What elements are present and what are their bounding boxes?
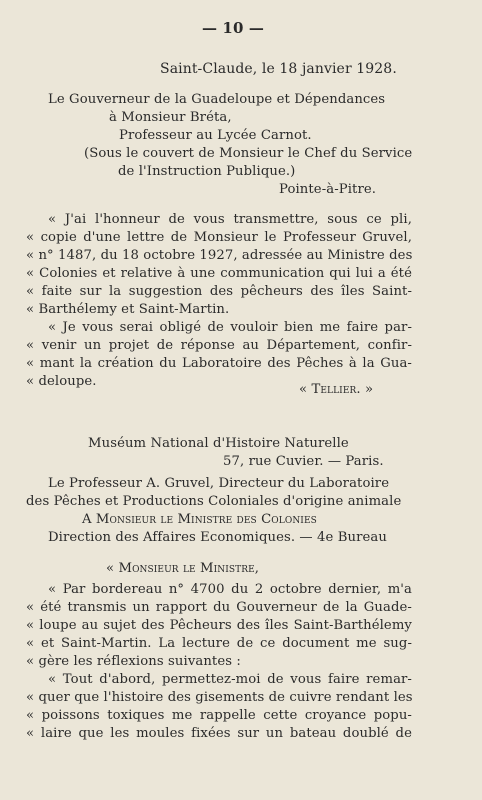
letter1-body-line: « mant la création du Laboratoire des Pêches à la Gua- — [26, 356, 412, 371]
letter2-header-line: Direction des Affaires Economiques. — 4e Bureau — [48, 530, 387, 545]
letter2-salutation: « Monsieur le Ministre, — [106, 561, 260, 576]
paper-mark — [36, 752, 66, 766]
letter1-header-line: Pointe-à-Pitre. — [279, 182, 377, 197]
letter1-header-line: à Monsieur Bréta, — [109, 110, 232, 125]
letter2-header-line: Muséum National d'Histoire Naturelle — [88, 436, 349, 451]
letter1-body-line: « Barthélemy et Saint-Martin. — [26, 302, 230, 317]
letter2-header-line: Le Professeur A. Gruvel, Directeur du Laboratoire — [48, 476, 390, 491]
letter1-header-line: (Sous le couvert de Monsieur le Chef du Service — [84, 146, 413, 161]
letter1-body-line: « faite sur la suggestion des pêcheurs des îles Saint- — [26, 284, 412, 299]
letter1-header-line: de l'Instruction Publique.) — [118, 164, 296, 179]
letter1-body-line: « copie d'une lettre de Monsieur le Professeur Gruvel, — [26, 230, 412, 245]
letter1-body-line: « Je vous serai obligé de vouloir bien me faire par- — [48, 320, 412, 335]
letter1-body-line: « deloupe. — [26, 374, 97, 389]
letter1-body-line: « venir un projet de réponse au Département, confir- — [26, 338, 412, 353]
letter2-header-line: des Pêches et Productions Coloniales d'origine animale — [26, 494, 402, 509]
letter2-body-line: « quer que l'histoire des gisements de cuivre rendant les — [26, 690, 413, 705]
letter1-body-line: « n° 1487, du 18 octobre 1927, adressée au Ministre des — [26, 248, 413, 263]
letter1-body-line: « Colonies et relative à une communication qui lui a été — [26, 266, 412, 281]
letter1-header-line: Le Gouverneur de la Guadeloupe et Dépendances — [48, 92, 386, 107]
letter1-body-line: « J'ai l'honneur de vous transmettre, sous ce pli, — [48, 212, 412, 227]
letter2-header-line: A Monsieur le Ministre des Colonies — [82, 512, 317, 527]
dateline: Saint-Claude, le 18 janvier 1928. — [160, 61, 397, 77]
letter2-body-line: « gère les réflexions suivantes : — [26, 654, 241, 669]
letter2-body-line: « laire que les moules fixées sur un bateau doublé de — [26, 726, 412, 741]
letter2-body-line: « loupe au sujet des Pêcheurs des îles Saint-Barthélemy — [26, 618, 412, 633]
letter2-body-line: « Par bordereau n° 4700 du 2 octobre dernier, m'a — [48, 582, 412, 597]
letter2-body-line: « été transmis un rapport du Gouverneur de la Guade- — [26, 600, 412, 615]
letter2-body-line: « et Saint-Martin. La lecture de ce document me sug- — [26, 636, 412, 651]
letter1-header-line: Professeur au Lycée Carnot. — [119, 128, 312, 143]
letter2-body-line: « poissons toxiques me rappelle cette croyance popu- — [26, 708, 412, 723]
letter2-body-line: « Tout d'abord, permettez-moi de vous faire remar- — [48, 672, 412, 687]
letter1-signature: « Tellier. » — [299, 382, 374, 397]
page-number: — 10 — — [202, 19, 264, 37]
letter2-header-line: 57, rue Cuvier. — Paris. — [223, 454, 384, 469]
